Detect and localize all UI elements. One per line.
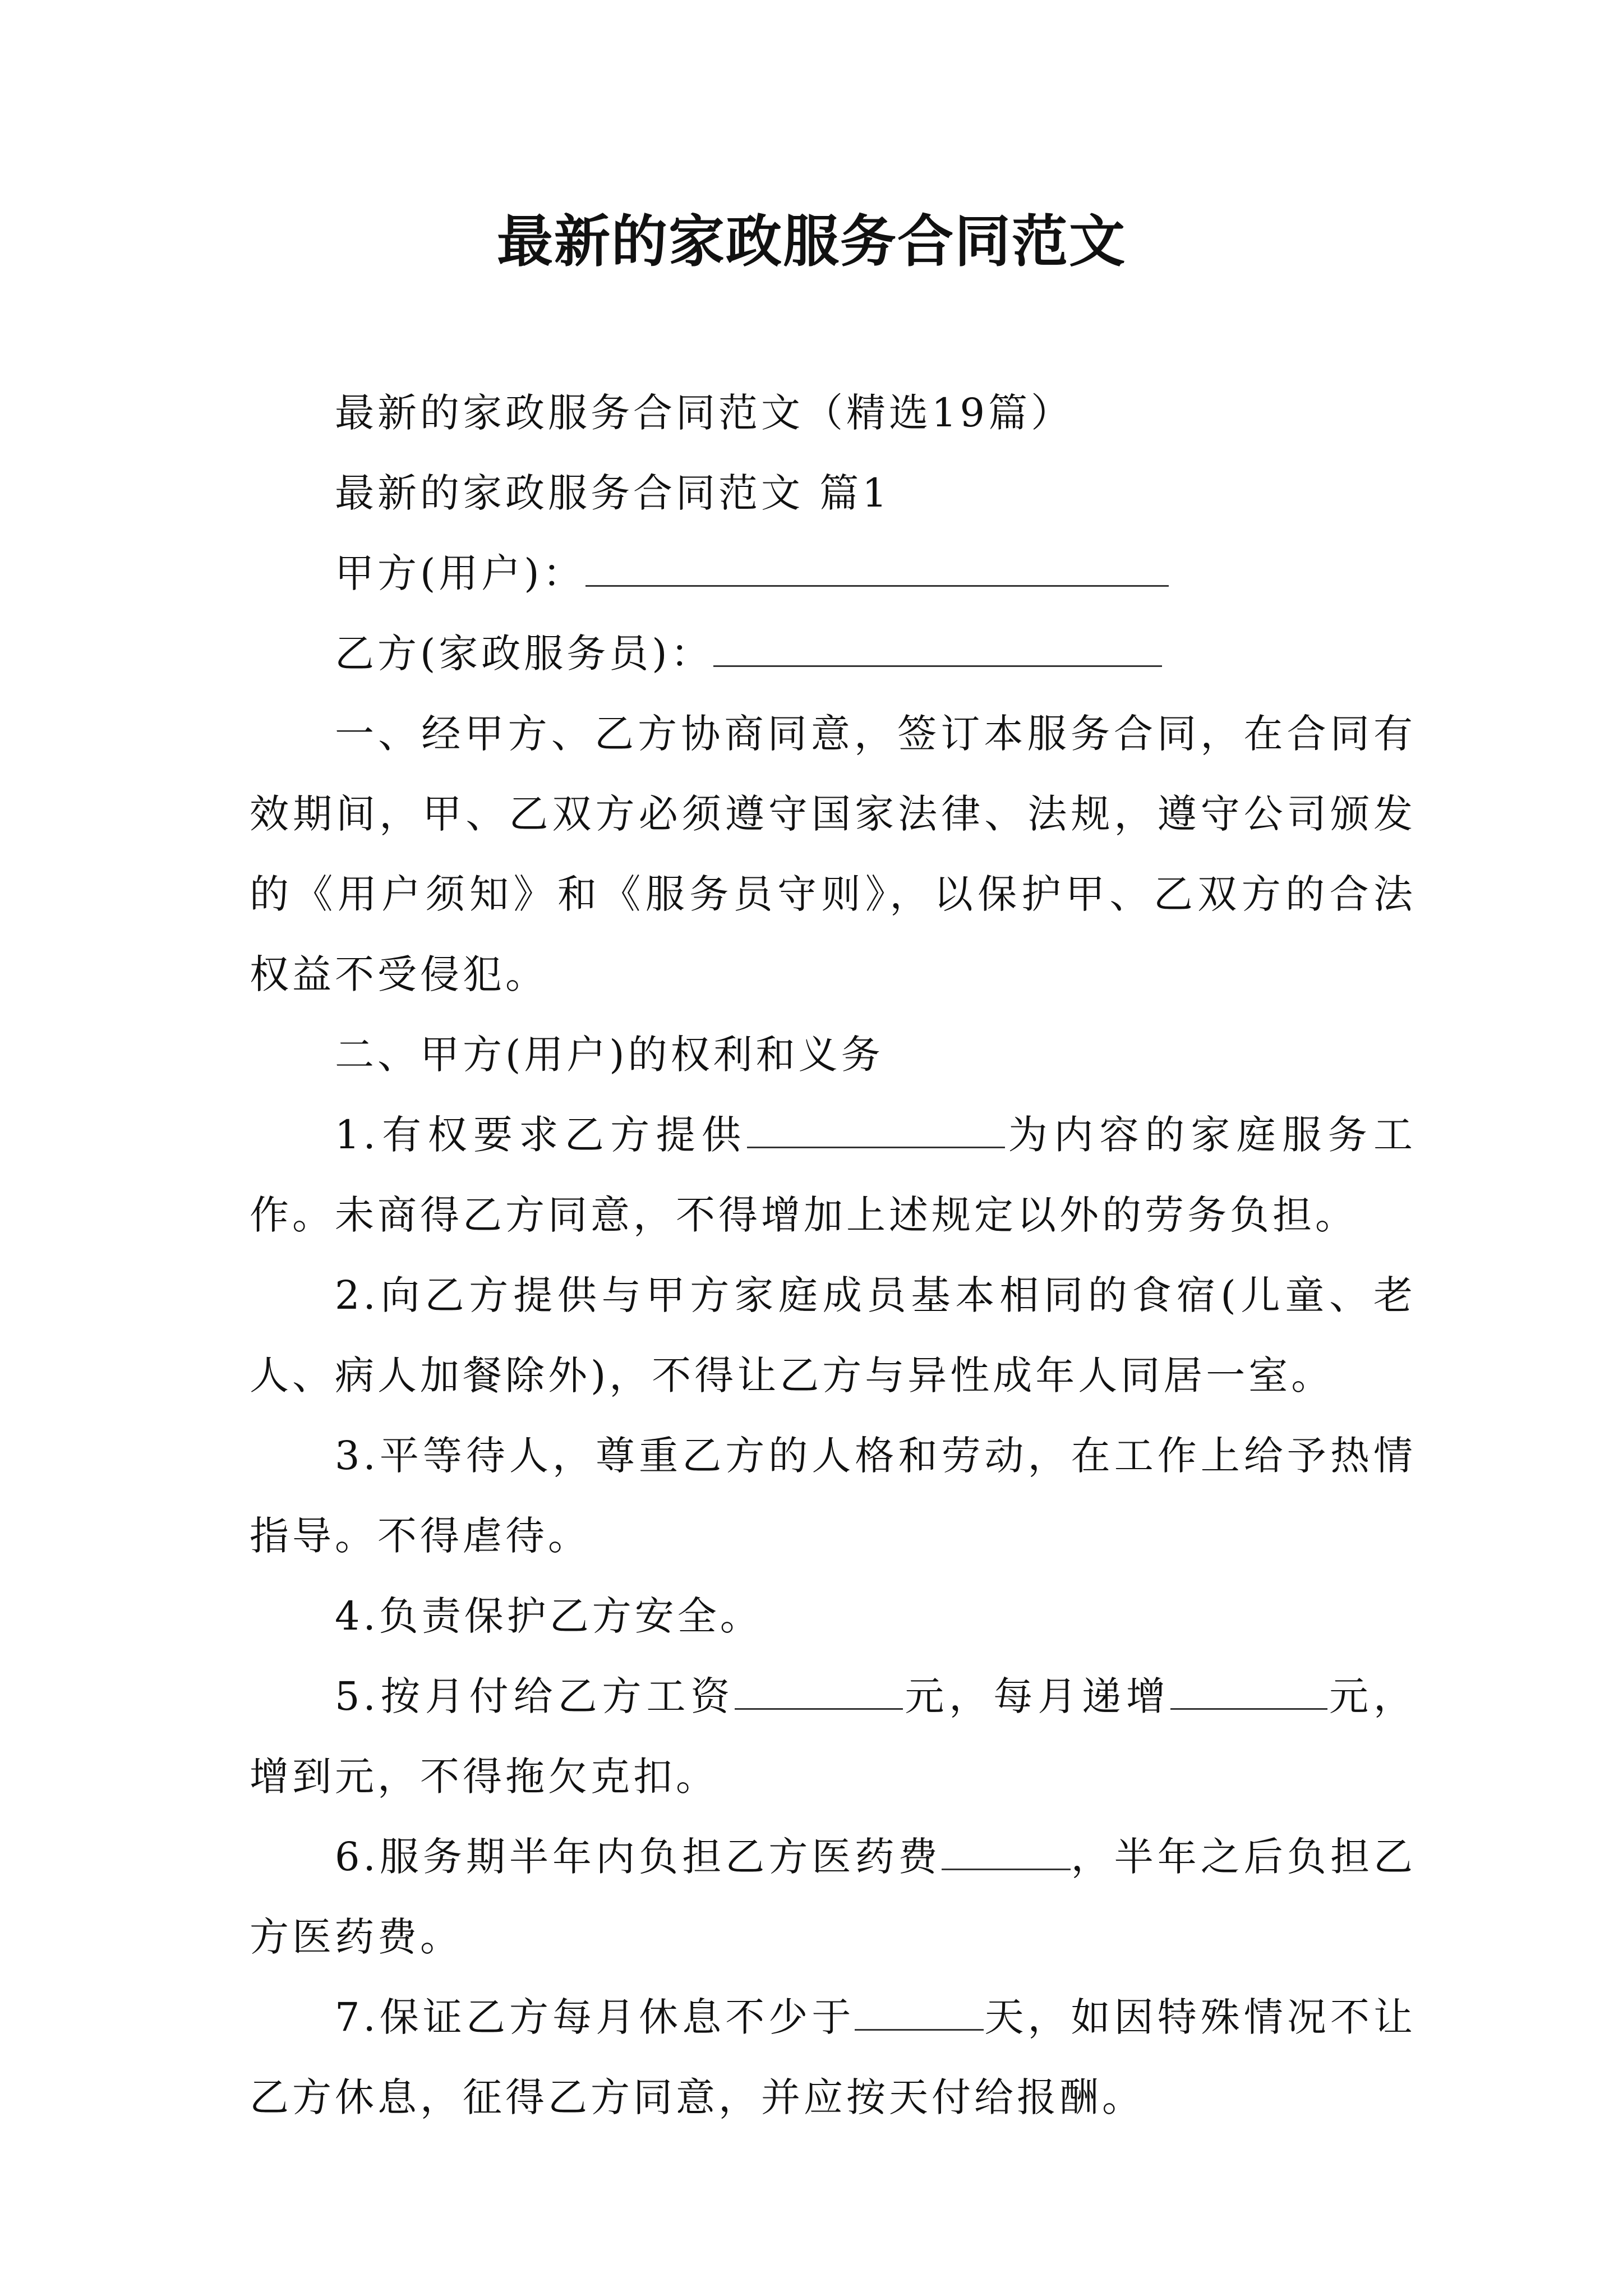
item-7-paragraph (250, 1977, 1416, 2138)
clause-1-paragraph (250, 694, 1416, 1015)
paragraph-text: 7.保证乙方每月休息不少于 (335, 1994, 855, 2040)
item-4-paragraph (250, 1576, 1416, 1657)
paragraph-text: ，半年之后负担乙方医药费。 (250, 1834, 1416, 1960)
party-b-blank (713, 623, 1162, 667)
paragraph-text: 元，增到元，不得拖欠克扣。 (250, 1673, 1417, 1800)
paragraph-text: 3.平等待人，尊重乙方的人格和劳动，在工作上给予热情指导。不得虐待。 (250, 1433, 1416, 1559)
paragraph-text: 4.负责保护乙方安全。 (335, 1593, 763, 1639)
item-1-paragraph (250, 1095, 1416, 1255)
wage-blank (735, 1665, 903, 1710)
paragraph-text: 最新的家政服务合同范文（精选19篇） (335, 390, 1074, 436)
paragraph-text: 5.按月付给乙方工资 (335, 1673, 735, 1719)
medical-fee-blank (942, 1826, 1071, 1870)
paragraph-text: 元，每月递增 (903, 1673, 1171, 1719)
document-title: 最新的家政服务合同范文 (497, 208, 1126, 274)
party-a-label: 甲方(用户)： (335, 550, 585, 596)
document-body (250, 373, 1416, 2138)
paragraph-section-heading (250, 453, 1416, 533)
party-a-line (250, 533, 1416, 614)
paragraph-text: 二、甲方(用户)的权利和义务 (335, 1032, 884, 1078)
item-2-paragraph (250, 1255, 1416, 1416)
item-3-paragraph (250, 1416, 1416, 1576)
paragraph-text: 2.向乙方提供与甲方家庭成员基本相同的食宿(儿童、老人、病人加餐除外)，不得让乙方与异性成年人同居一室。 (250, 1272, 1416, 1398)
increment-blank (1170, 1665, 1327, 1710)
paragraph-text: 为内容的家庭服务工作。未商得乙方同意，不得增加上述规定以外的劳务负担。 (250, 1112, 1416, 1238)
party-b-label: 乙方(家政服务员)： (335, 631, 713, 677)
party-b-line (250, 614, 1416, 694)
item-5-paragraph (250, 1657, 1416, 1817)
paragraph-subtitle (250, 373, 1416, 453)
rest-days-blank (855, 1986, 984, 2031)
paragraph-text: 1.有权要求乙方提供 (335, 1112, 748, 1158)
service-content-blank (747, 1104, 1005, 1148)
paragraph-text: 6.服务期半年内负担乙方医药费 (335, 1834, 942, 1880)
item-6-paragraph (250, 1817, 1416, 1977)
party-a-blank (585, 542, 1169, 587)
paragraph-text: 一、经甲方、乙方协商同意，签订本服务合同，在合同有效期间，甲、乙双方必须遵守国家法律、法规，遵守公司颁发的《用户须知》和《服务员守则》，以保护甲、乙双方的合法权益不受侵犯。 (250, 711, 1416, 997)
clause-2-heading (250, 1015, 1416, 1095)
paragraph-text: 天，如因特殊情况不让乙方休息，征得乙方同意，并应按天付给报酬。 (250, 1994, 1416, 2120)
paragraph-text: 最新的家政服务合同范文 篇1 (335, 470, 891, 516)
